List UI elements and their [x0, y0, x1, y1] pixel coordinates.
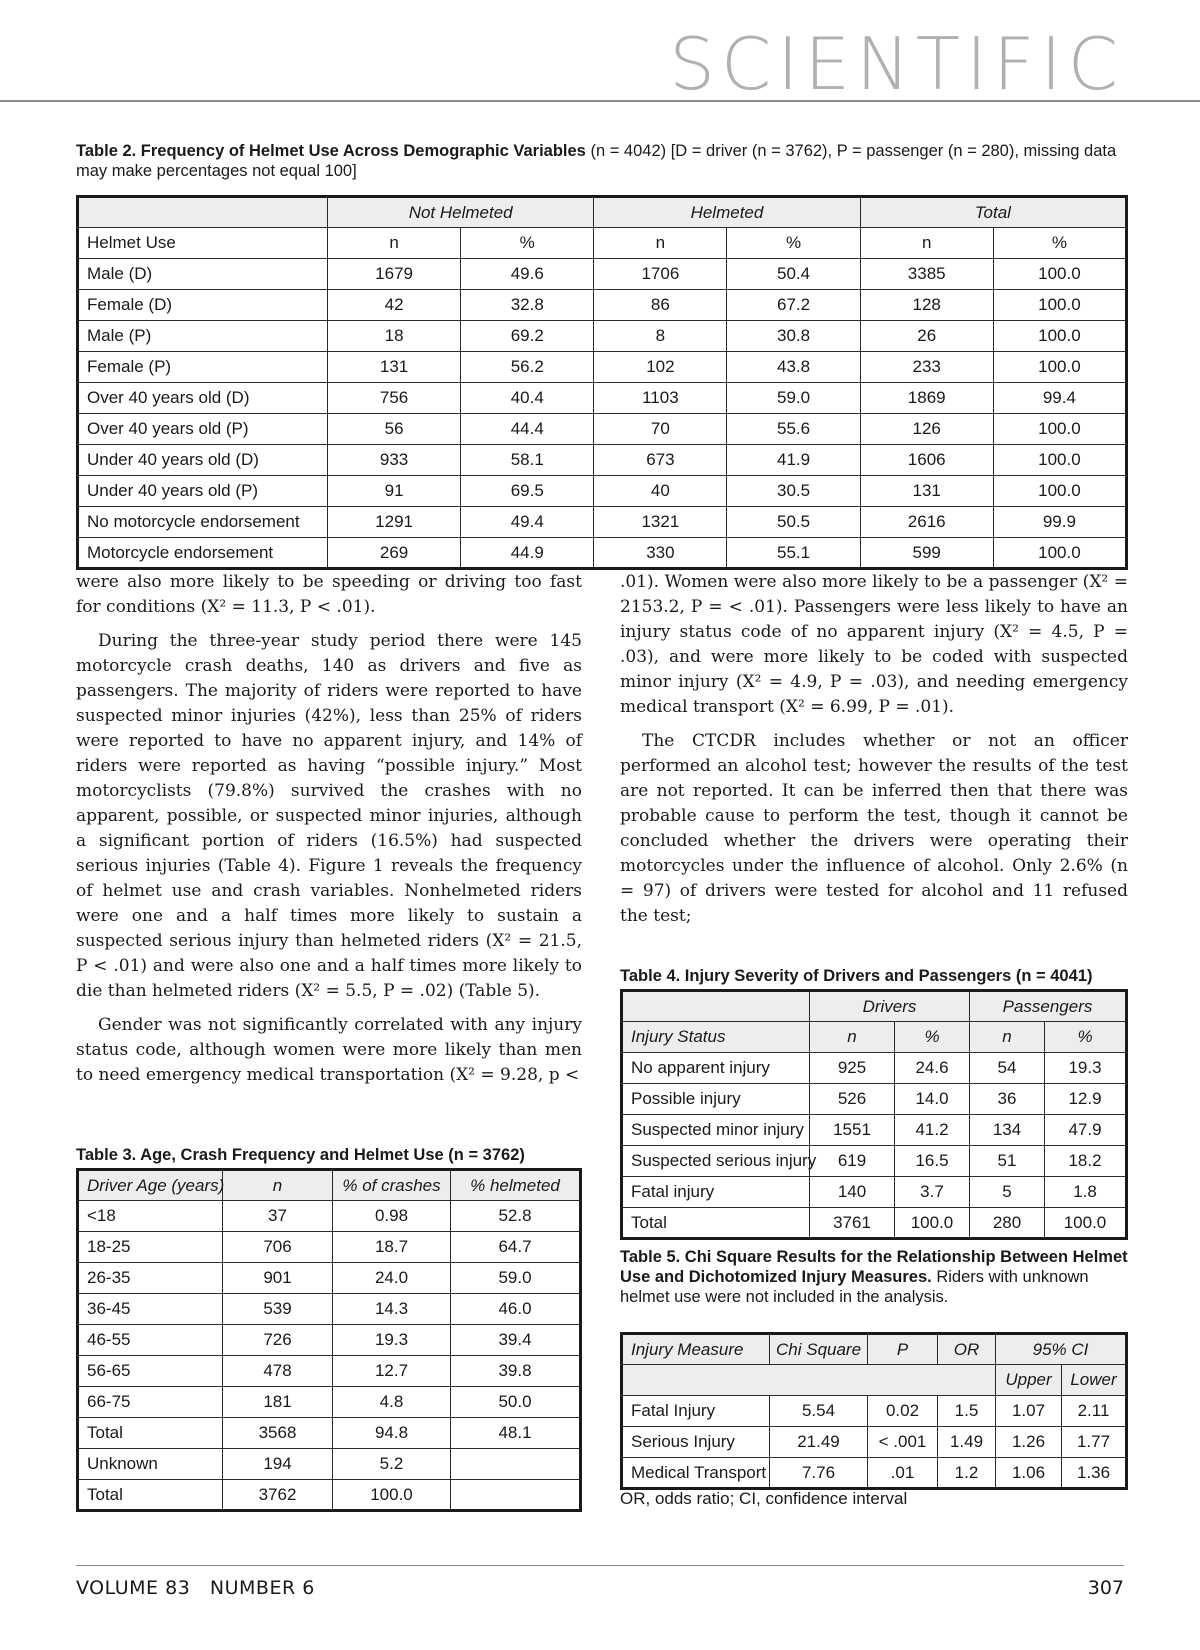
value-cell: 1.26 [996, 1427, 1062, 1458]
table5-subheader-blank [622, 1365, 996, 1396]
table5 [620, 1332, 1128, 1490]
value-cell: 102 [594, 352, 727, 383]
value-cell: 42 [328, 290, 461, 321]
value-cell: 1.49 [938, 1427, 996, 1458]
value-cell: 1.8 [1045, 1177, 1127, 1208]
value-cell: 86 [594, 290, 727, 321]
left-paragraph-2: During the three-year study period there were 145 motorcycle crash deaths, 140 as drivers and five as passengers. The majority of riders were reported to have suspected minor injuries (42%), less than 25% of riders were reported to have no apparent injury, and 14% of riders were reported as having “possible injury.” Most motorcyclists (79.8%) survived the crashes with no apparent, possible, or suspected minor injuries, although a significant portion of riders (16.5%) had suspected serious injuries (Table 4). Figure 1 reveals the frequency of helmet use and crash variables. Nonhelmeted riders were one and a half times more likely to sustain a suspected serious injury than helmeted riders (X² = 21.5, P < .01) and were also one and a half times more likely to die than helmeted riders (X² = 5.5, P = .02) (Table 5). [76, 631, 582, 1001]
value-cell: 1.5 [938, 1396, 996, 1427]
value-cell: 100.0 [993, 290, 1126, 321]
value-cell: 64.7 [451, 1232, 581, 1263]
table2-caption-title: Table 2. Frequency of Helmet Use Across Demographic Variables [76, 142, 586, 160]
table4-caption-title: Table 4. Injury Severity of Drivers and Passengers (n = 4041) [620, 967, 1093, 985]
left-paragraph-3: Gender was not significantly correlated with any injury status code, although women were more likely than men to need emergency medical transportation (X² = 9.28, p < [76, 1015, 582, 1085]
value-cell: 2616 [860, 507, 993, 538]
value-cell: 30.8 [727, 321, 860, 352]
table5-subheader: Upper [996, 1365, 1062, 1396]
table2-caption-note: (n = 4042) [D = driver (n = 3762), P = passenger (n = 280), missing data may make percentages not equal 100] [76, 142, 1117, 180]
value-cell: 1103 [594, 383, 727, 414]
table4-row [622, 1177, 1127, 1208]
table2-subheader: % [993, 228, 1126, 259]
value-cell: 21.49 [770, 1427, 868, 1458]
table3-caption-title: Table 3. Age, Crash Frequency and Helmet Use (n = 3762) [76, 1146, 525, 1164]
value-cell: 1869 [860, 383, 993, 414]
value-cell: 100.0 [993, 321, 1126, 352]
value-cell: 69.2 [461, 321, 594, 352]
value-cell: 36 [970, 1084, 1045, 1115]
table2-group-header: Helmeted [594, 197, 860, 228]
value-cell: 181 [223, 1387, 333, 1418]
table4-corner [622, 991, 810, 1022]
right-column-text [620, 570, 1128, 938]
value-cell: 99.9 [993, 507, 1126, 538]
row-label-cell: Under 40 years old (D) [78, 445, 328, 476]
value-cell: 5.2 [333, 1449, 451, 1480]
value-cell: 43.8 [727, 352, 860, 383]
value-cell: 50.0 [451, 1387, 581, 1418]
value-cell: 100.0 [993, 476, 1126, 507]
value-cell: 3568 [223, 1418, 333, 1449]
value-cell: 1.36 [1062, 1458, 1127, 1489]
value-cell: 756 [328, 383, 461, 414]
right-paragraph-2: The CTCDR includes whether or not an officer performed an alcohol test; however the results of the test are not reported. It can be inferred then that there was probable cause to perform the test, though it cannot be concluded whether the drivers were operating their motorcycles under the influence of alcohol. Only 2.6% (n = 97) of drivers were tested for alcohol and 11 refused the test; [620, 731, 1128, 926]
table2-group-header: Total [860, 197, 1126, 228]
value-cell: 99.4 [993, 383, 1126, 414]
table2-subheader: % [461, 228, 594, 259]
row-label-cell: Female (P) [78, 352, 328, 383]
row-label-cell: 18-25 [78, 1232, 223, 1263]
value-cell: 726 [223, 1325, 333, 1356]
value-cell: 599 [860, 538, 993, 569]
value-cell: 44.4 [461, 414, 594, 445]
row-label-cell: Possible injury [622, 1084, 810, 1115]
value-cell: 24.6 [895, 1053, 970, 1084]
section-title: SCIENTIFIC [669, 22, 1124, 106]
value-cell: 100.0 [993, 259, 1126, 290]
value-cell: 26 [860, 321, 993, 352]
value-cell: 37 [223, 1201, 333, 1232]
value-cell: 0.98 [333, 1201, 451, 1232]
table4-subheader: n [970, 1022, 1045, 1053]
table3-header: % of crashes [333, 1170, 451, 1201]
value-cell: 69.5 [461, 476, 594, 507]
table3-row [78, 1201, 581, 1232]
value-cell: 50.4 [727, 259, 860, 290]
value-cell: 4.8 [333, 1387, 451, 1418]
row-label-cell: Total [622, 1208, 810, 1239]
table2-row [78, 383, 1127, 414]
page-number: 307 [1087, 1577, 1124, 1599]
value-cell: 526 [810, 1084, 895, 1115]
row-label-cell: Fatal injury [622, 1177, 810, 1208]
value-cell: 140 [810, 1177, 895, 1208]
row-label-cell: Medical Transport [622, 1458, 770, 1489]
value-cell: 100.0 [993, 414, 1126, 445]
table5-row [622, 1427, 1127, 1458]
table3-row [78, 1263, 581, 1294]
value-cell: 18 [328, 321, 461, 352]
value-cell: 925 [810, 1053, 895, 1084]
row-label-cell: Under 40 years old (P) [78, 476, 328, 507]
footer-volume: VOLUME 83 NUMBER 6 [76, 1577, 315, 1599]
table2-caption [76, 141, 1128, 181]
value-cell: 48.1 [451, 1418, 581, 1449]
value-cell: 5 [970, 1177, 1045, 1208]
value-cell: 52.8 [451, 1201, 581, 1232]
row-label-cell: Unknown [78, 1449, 223, 1480]
value-cell: 126 [860, 414, 993, 445]
table4-group-header: Drivers [810, 991, 970, 1022]
table2-subheader: n [860, 228, 993, 259]
table2-row [78, 507, 1127, 538]
table2-row [78, 352, 1127, 383]
row-label-cell: 46-55 [78, 1325, 223, 1356]
value-cell: 1.07 [996, 1396, 1062, 1427]
value-cell: 100.0 [333, 1480, 451, 1511]
table5-header: Injury Measure [622, 1334, 770, 1365]
table2-subheader: n [594, 228, 727, 259]
value-cell: 49.4 [461, 507, 594, 538]
table3-row [78, 1356, 581, 1387]
row-label-cell: Total [78, 1480, 223, 1511]
value-cell: 18.2 [1045, 1146, 1127, 1177]
value-cell: 44.9 [461, 538, 594, 569]
value-cell: 30.5 [727, 476, 860, 507]
table2 [76, 195, 1128, 570]
table5-caption-note: Riders with unknown helmet use were not included in the analysis. [620, 1268, 1089, 1306]
row-label-cell: 36-45 [78, 1294, 223, 1325]
value-cell: 706 [223, 1232, 333, 1263]
value-cell: .01 [868, 1458, 938, 1489]
value-cell: 1.2 [938, 1458, 996, 1489]
value-cell: 55.6 [727, 414, 860, 445]
value-cell: 1321 [594, 507, 727, 538]
value-cell: 233 [860, 352, 993, 383]
row-label-cell: Motorcycle endorsement [78, 538, 328, 569]
value-cell: 14.0 [895, 1084, 970, 1115]
table3-row [78, 1387, 581, 1418]
table5-footnote: OR, odds ratio; CI, confidence interval [620, 1489, 908, 1508]
row-label-cell: Male (P) [78, 321, 328, 352]
value-cell: 7.76 [770, 1458, 868, 1489]
row-label-cell: Fatal Injury [622, 1396, 770, 1427]
value-cell: 56 [328, 414, 461, 445]
table4 [620, 989, 1128, 1240]
value-cell: 131 [860, 476, 993, 507]
value-cell: 269 [328, 538, 461, 569]
table4-row [622, 1084, 1127, 1115]
row-label-cell: Suspected serious injury [622, 1146, 810, 1177]
value-cell: 1.77 [1062, 1427, 1127, 1458]
table3-caption [76, 1145, 525, 1165]
row-label-cell: Female (D) [78, 290, 328, 321]
table3-row [78, 1294, 581, 1325]
value-cell: 47.9 [1045, 1115, 1127, 1146]
value-cell: 18.7 [333, 1232, 451, 1263]
table3-row [78, 1418, 581, 1449]
table5-header: P [868, 1334, 938, 1365]
value-cell: 1291 [328, 507, 461, 538]
value-cell: 539 [223, 1294, 333, 1325]
left-paragraph-1: were also more likely to be speeding or driving too fast for conditions (X² = 11.3, P < .01). [76, 572, 582, 617]
value-cell: 1706 [594, 259, 727, 290]
row-label-cell: <18 [78, 1201, 223, 1232]
value-cell: 619 [810, 1146, 895, 1177]
value-cell: 12.7 [333, 1356, 451, 1387]
table2-subheader: % [727, 228, 860, 259]
table2-row [78, 414, 1127, 445]
table4-row [622, 1115, 1127, 1146]
table2-row [78, 538, 1127, 569]
value-cell: 1679 [328, 259, 461, 290]
row-label-cell: Over 40 years old (P) [78, 414, 328, 445]
row-label-cell: Total [78, 1418, 223, 1449]
value-cell: 55.1 [727, 538, 860, 569]
value-cell: 3385 [860, 259, 993, 290]
table3-row [78, 1449, 581, 1480]
left-column-text [76, 570, 582, 1097]
table2-subheader: Helmet Use [78, 228, 328, 259]
value-cell: 56.2 [461, 352, 594, 383]
value-cell: 673 [594, 445, 727, 476]
value-cell: 5.54 [770, 1396, 868, 1427]
table3-header: Driver Age (years) [78, 1170, 223, 1201]
header-divider [0, 100, 1200, 102]
value-cell: 19.3 [1045, 1053, 1127, 1084]
value-cell: 16.5 [895, 1146, 970, 1177]
table4-group-header: Passengers [970, 991, 1127, 1022]
table2-row [78, 290, 1127, 321]
value-cell: 14.3 [333, 1294, 451, 1325]
value-cell: 128 [860, 290, 993, 321]
right-paragraph-1: .01). Women were also more likely to be a passenger (X² = 2153.2, P = < .01). Passengers were less likely to have an injury status code of no apparent injury (X² = 4.5, P = .03), and were more likely to be coded with suspected minor injury (X² = 4.9, P = .03), and needing emergency medical transport (X² = 6.99, P = .01). [620, 572, 1128, 717]
table4-subheader: % [895, 1022, 970, 1053]
value-cell: 0.02 [868, 1396, 938, 1427]
table5-header: OR [938, 1334, 996, 1365]
value-cell: 67.2 [727, 290, 860, 321]
table2-row [78, 476, 1127, 507]
table3-header: % helmeted [451, 1170, 581, 1201]
table3-row [78, 1232, 581, 1263]
value-cell: 100.0 [1045, 1208, 1127, 1239]
value-cell [451, 1449, 581, 1480]
value-cell: 59.0 [451, 1263, 581, 1294]
value-cell: < .001 [868, 1427, 938, 1458]
row-label-cell: Over 40 years old (D) [78, 383, 328, 414]
value-cell: 1606 [860, 445, 993, 476]
table3-row [78, 1480, 581, 1511]
row-label-cell: Male (D) [78, 259, 328, 290]
row-label-cell: 26-35 [78, 1263, 223, 1294]
value-cell: 24.0 [333, 1263, 451, 1294]
value-cell: 49.6 [461, 259, 594, 290]
footer-divider [76, 1565, 1124, 1566]
table2-row [78, 321, 1127, 352]
table4-subheader: Injury Status [622, 1022, 810, 1053]
value-cell: 54 [970, 1053, 1045, 1084]
table3-row [78, 1325, 581, 1356]
row-label-cell: No apparent injury [622, 1053, 810, 1084]
value-cell: 3.7 [895, 1177, 970, 1208]
table5-row [622, 1396, 1127, 1427]
table3 [76, 1168, 582, 1512]
table2-subheader: n [328, 228, 461, 259]
value-cell: 41.9 [727, 445, 860, 476]
table5-subheader: Lower [1062, 1365, 1127, 1396]
row-label-cell: Serious Injury [622, 1427, 770, 1458]
value-cell [451, 1480, 581, 1511]
value-cell: 94.8 [333, 1418, 451, 1449]
value-cell: 3761 [810, 1208, 895, 1239]
value-cell: 933 [328, 445, 461, 476]
row-label-cell: 56-65 [78, 1356, 223, 1387]
value-cell: 2.11 [1062, 1396, 1127, 1427]
value-cell: 100.0 [895, 1208, 970, 1239]
table2-row [78, 445, 1127, 476]
value-cell: 12.9 [1045, 1084, 1127, 1115]
row-label-cell: No motorcycle endorsement [78, 507, 328, 538]
row-label-cell: Suspected minor injury [622, 1115, 810, 1146]
value-cell: 70 [594, 414, 727, 445]
value-cell: 39.4 [451, 1325, 581, 1356]
table2-corner [78, 197, 328, 228]
value-cell: 1.06 [996, 1458, 1062, 1489]
table5-caption [620, 1247, 1128, 1307]
value-cell: 59.0 [727, 383, 860, 414]
value-cell: 1551 [810, 1115, 895, 1146]
value-cell: 100.0 [993, 538, 1126, 569]
table2-row [78, 259, 1127, 290]
table4-subheader: % [1045, 1022, 1127, 1053]
value-cell: 40 [594, 476, 727, 507]
table5-row [622, 1458, 1127, 1489]
value-cell: 46.0 [451, 1294, 581, 1325]
value-cell: 330 [594, 538, 727, 569]
value-cell: 50.5 [727, 507, 860, 538]
table5-caption-title: Table 5. Chi Square Results for the Relationship Between Helmet Use and Dichotomized Injury Measures. [620, 1248, 1128, 1286]
row-label-cell: 66-75 [78, 1387, 223, 1418]
value-cell: 100.0 [993, 445, 1126, 476]
table3-header: n [223, 1170, 333, 1201]
value-cell: 41.2 [895, 1115, 970, 1146]
value-cell: 131 [328, 352, 461, 383]
table4-subheader: n [810, 1022, 895, 1053]
table4-row [622, 1208, 1127, 1239]
value-cell: 39.8 [451, 1356, 581, 1387]
table4-row [622, 1053, 1127, 1084]
value-cell: 91 [328, 476, 461, 507]
table2-group-header: Not Helmeted [328, 197, 594, 228]
value-cell: 194 [223, 1449, 333, 1480]
value-cell: 19.3 [333, 1325, 451, 1356]
value-cell: 134 [970, 1115, 1045, 1146]
value-cell: 51 [970, 1146, 1045, 1177]
value-cell: 40.4 [461, 383, 594, 414]
value-cell: 901 [223, 1263, 333, 1294]
value-cell: 3762 [223, 1480, 333, 1511]
value-cell: 478 [223, 1356, 333, 1387]
table4-caption [620, 966, 1092, 986]
value-cell: 100.0 [993, 352, 1126, 383]
value-cell: 8 [594, 321, 727, 352]
value-cell: 58.1 [461, 445, 594, 476]
table5-header: Chi Square [770, 1334, 868, 1365]
value-cell: 280 [970, 1208, 1045, 1239]
table5-header: 95% CI [996, 1334, 1127, 1365]
value-cell: 32.8 [461, 290, 594, 321]
table4-row [622, 1146, 1127, 1177]
